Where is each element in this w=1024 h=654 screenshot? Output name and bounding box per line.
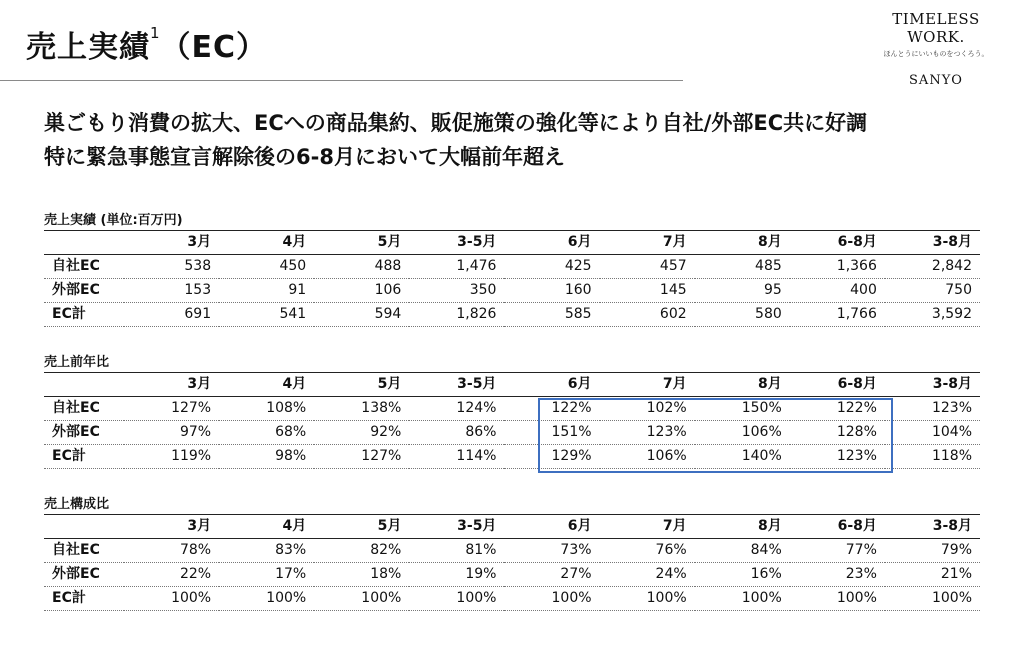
yoy-table: [44, 372, 980, 469]
table-cell: 81%: [409, 539, 504, 563]
row-label: EC計: [44, 303, 124, 327]
table-cell: 123%: [790, 445, 885, 469]
table-cell: 86%: [409, 421, 504, 445]
table-cell: 106%: [695, 421, 790, 445]
column-header: 6-8月: [790, 373, 885, 397]
row-label: 外部EC: [44, 563, 124, 587]
title-divider: [0, 80, 683, 81]
table-cell: 122%: [790, 397, 885, 421]
column-header: 3月: [124, 515, 219, 539]
table-cell: 585: [504, 303, 599, 327]
table-cell: 100%: [885, 587, 980, 611]
company-logo: [872, 10, 1000, 88]
row-label: EC計: [44, 445, 124, 469]
table-cell: 92%: [314, 421, 409, 445]
column-header: 3-8月: [885, 231, 980, 255]
table-cell: 2,842: [885, 255, 980, 279]
table-cell: 485: [695, 255, 790, 279]
row-label: EC計: [44, 587, 124, 611]
table-cell: 124%: [409, 397, 504, 421]
table-row: [44, 445, 980, 469]
table-cell: 150%: [695, 397, 790, 421]
table-cell: 104%: [885, 421, 980, 445]
table-cell: 98%: [219, 445, 314, 469]
row-label: 外部EC: [44, 421, 124, 445]
column-header: 3-8月: [885, 515, 980, 539]
table-cell: 100%: [124, 587, 219, 611]
table-cell: 68%: [219, 421, 314, 445]
column-header: 8月: [695, 515, 790, 539]
table-cell: 16%: [695, 563, 790, 587]
column-header: 6-8月: [790, 231, 885, 255]
row-label: 外部EC: [44, 279, 124, 303]
table-cell: 100%: [219, 587, 314, 611]
table-cell: 27%: [504, 563, 599, 587]
column-header: 4月: [219, 231, 314, 255]
table-cell: 425: [504, 255, 599, 279]
table-cell: 100%: [790, 587, 885, 611]
column-header: 6月: [504, 373, 599, 397]
table-cell: 23%: [790, 563, 885, 587]
sales-table: [44, 230, 980, 327]
table-cell: 83%: [219, 539, 314, 563]
table-cell: 100%: [504, 587, 599, 611]
table-cell: 1,366: [790, 255, 885, 279]
table-cell: 97%: [124, 421, 219, 445]
header-blank-cell: [44, 515, 124, 539]
column-header: 7月: [600, 373, 695, 397]
table-cell: 602: [600, 303, 695, 327]
table-cell: 123%: [600, 421, 695, 445]
header-blank-cell: [44, 373, 124, 397]
table-cell: 750: [885, 279, 980, 303]
table-cell: 691: [124, 303, 219, 327]
column-header: 4月: [219, 515, 314, 539]
row-label: 自社EC: [44, 255, 124, 279]
table-cell: 119%: [124, 445, 219, 469]
table-cell: 17%: [219, 563, 314, 587]
headline-line-1: 巣ごもり消費の拡大、ECへの商品集約、販促施策の強化等により自社/外部EC共に好調: [44, 111, 868, 135]
logo-subtagline: ほんとうにいいものをつくろう。: [883, 50, 989, 58]
table-row: [44, 587, 980, 611]
table-cell: 118%: [885, 445, 980, 469]
table-cell: 1,826: [409, 303, 504, 327]
table-cell: 106%: [600, 445, 695, 469]
yoy-section: [44, 354, 980, 469]
table-cell: 160: [504, 279, 599, 303]
table-cell: 106: [314, 279, 409, 303]
column-header: 3-8月: [885, 373, 980, 397]
table-cell: 19%: [409, 563, 504, 587]
sales-section: [44, 212, 980, 327]
table-cell: 79%: [885, 539, 980, 563]
table-row: [44, 421, 980, 445]
table-header-row: [44, 515, 980, 539]
column-header: 8月: [695, 231, 790, 255]
column-header: 5月: [314, 373, 409, 397]
table-cell: 100%: [314, 587, 409, 611]
page-title-main: 売上実績: [26, 30, 150, 65]
table-cell: 140%: [695, 445, 790, 469]
table-cell: 76%: [600, 539, 695, 563]
table-header-row: [44, 231, 980, 255]
table-cell: 77%: [790, 539, 885, 563]
table-cell: 123%: [885, 397, 980, 421]
column-header: 4月: [219, 373, 314, 397]
table-row: [44, 397, 980, 421]
table-cell: 457: [600, 255, 695, 279]
headline-line-2: 特に緊急事態宣言解除後の6-8月において大幅前年超え: [44, 145, 565, 169]
table-cell: 350: [409, 279, 504, 303]
table-cell: 400: [790, 279, 885, 303]
table-cell: 100%: [600, 587, 695, 611]
column-header: 6月: [504, 231, 599, 255]
column-header: 5月: [314, 515, 409, 539]
table-cell: 1,476: [409, 255, 504, 279]
table-cell: 1,766: [790, 303, 885, 327]
table-cell: 78%: [124, 539, 219, 563]
table-cell: 24%: [600, 563, 695, 587]
table-cell: 127%: [124, 397, 219, 421]
table-cell: 127%: [314, 445, 409, 469]
sales-section-title: 売上実績 (単位:百万円): [44, 213, 183, 228]
table-cell: 580: [695, 303, 790, 327]
table-cell: 100%: [695, 587, 790, 611]
table-cell: 541: [219, 303, 314, 327]
table-cell: 22%: [124, 563, 219, 587]
column-header: 6-8月: [790, 515, 885, 539]
column-header: 3-5月: [409, 373, 504, 397]
headline: [44, 106, 867, 174]
page-title-suffix: （EC）: [160, 30, 268, 65]
table-cell: 108%: [219, 397, 314, 421]
table-cell: 129%: [504, 445, 599, 469]
table-row: [44, 563, 980, 587]
table-cell: 91: [219, 279, 314, 303]
table-cell: 3,592: [885, 303, 980, 327]
table-cell: 151%: [504, 421, 599, 445]
page-title: [26, 22, 267, 66]
page-title-footnote: 1: [150, 24, 161, 42]
column-header: 8月: [695, 373, 790, 397]
table-cell: 84%: [695, 539, 790, 563]
table-row: [44, 279, 980, 303]
table-cell: 145: [600, 279, 695, 303]
composition-section-title: 売上構成比: [44, 497, 110, 512]
table-cell: 488: [314, 255, 409, 279]
logo-brand: SANYO: [909, 73, 963, 88]
column-header: 3-5月: [409, 231, 504, 255]
table-cell: 18%: [314, 563, 409, 587]
table-cell: 128%: [790, 421, 885, 445]
table-row: [44, 303, 980, 327]
table-cell: 73%: [504, 539, 599, 563]
column-header: 5月: [314, 231, 409, 255]
table-cell: 102%: [600, 397, 695, 421]
column-header: 3月: [124, 231, 219, 255]
table-cell: 114%: [409, 445, 504, 469]
row-label: 自社EC: [44, 397, 124, 421]
table-cell: 153: [124, 279, 219, 303]
table-cell: 594: [314, 303, 409, 327]
composition-table: [44, 514, 980, 611]
table-cell: 138%: [314, 397, 409, 421]
table-header-row: [44, 373, 980, 397]
column-header: 6月: [504, 515, 599, 539]
header-blank-cell: [44, 231, 124, 255]
column-header: 7月: [600, 231, 695, 255]
logo-tagline: TIMELESS WORK.: [892, 10, 980, 46]
yoy-section-title: 売上前年比: [44, 355, 110, 370]
table-row: [44, 255, 980, 279]
table-cell: 100%: [409, 587, 504, 611]
table-row: [44, 539, 980, 563]
table-cell: 122%: [504, 397, 599, 421]
column-header: 3-5月: [409, 515, 504, 539]
table-cell: 82%: [314, 539, 409, 563]
table-cell: 95: [695, 279, 790, 303]
table-cell: 450: [219, 255, 314, 279]
column-header: 3月: [124, 373, 219, 397]
composition-section: [44, 496, 980, 611]
column-header: 7月: [600, 515, 695, 539]
row-label: 自社EC: [44, 539, 124, 563]
table-cell: 21%: [885, 563, 980, 587]
table-cell: 538: [124, 255, 219, 279]
